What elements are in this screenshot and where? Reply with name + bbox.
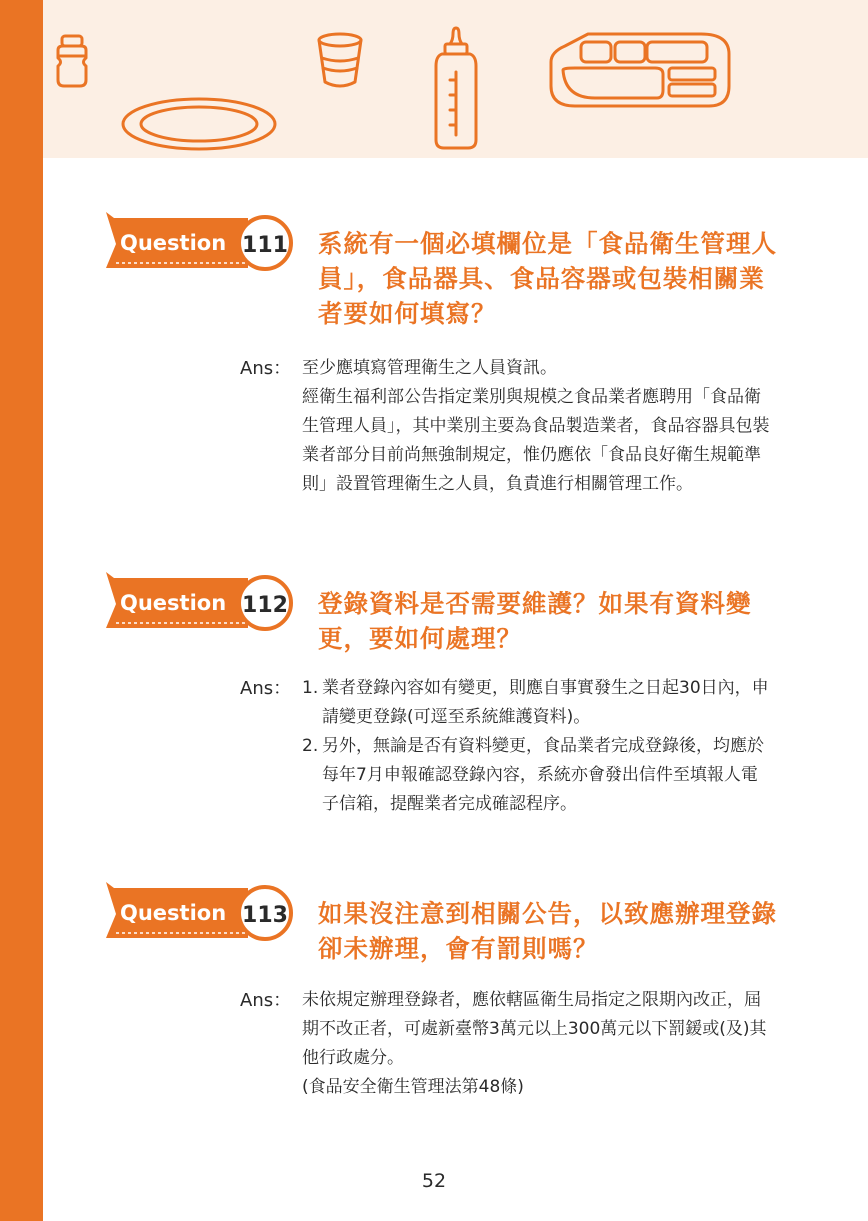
question-title: 如果沒注意到相關公告，以致應辦理登錄卻未辦理，會有罰則嗎？ (318, 899, 777, 963)
question-badge-label: Question (120, 591, 227, 615)
answer-body (302, 674, 772, 819)
ans-label: Ans： (240, 990, 292, 1011)
question-number: 113 (242, 903, 288, 928)
side-accent-bar (0, 0, 43, 1221)
answer-citation: (食品安全衛生管理法第48條) (302, 1077, 524, 1097)
yogurt-drink-bottle-icon (58, 36, 86, 86)
answer-body (302, 986, 772, 1102)
ans-label: Ans： (240, 358, 292, 379)
list-item-number: 2. (302, 736, 319, 756)
question-title: 登錄資料是否需要維護？如果有資料變更，要如何處理？ (318, 589, 752, 653)
question-title: 系統有一個必填欄位是「食品衛生管理人員」，食品器具、食品容器或包裝相關業者要如何填寫？ (318, 229, 777, 328)
answer-list (302, 674, 772, 819)
plate-icon (123, 99, 275, 149)
answer-body (302, 354, 772, 499)
question-badge-label: Question (120, 231, 227, 255)
question-badge-label: Question (120, 901, 227, 925)
question-badge (98, 874, 298, 954)
ans-label: Ans： (240, 678, 292, 699)
header-illustration-band (43, 0, 868, 158)
list-item-text: 另外，無論是否有資料變更，食品業者完成登錄後，均應於每年7月申報確認登錄內容，系統亦會發出信件至填報人電子信箱，提醒業者完成確認程序。 (322, 736, 764, 814)
answer-list-item (302, 732, 772, 819)
meal-tray-icon (551, 34, 729, 106)
baby-bottle-icon (436, 28, 476, 148)
question-badge (98, 204, 298, 284)
question-number: 111 (242, 233, 288, 258)
paper-cup-icon (319, 34, 361, 86)
question-number: 112 (242, 593, 288, 618)
answer-paragraph: 至少應填寫管理衛生之人員資訊。 (302, 358, 557, 378)
answer-paragraph: 未依規定辦理登錄者，應依轄區衛生局指定之限期內改正，屆期不改正者，可處新臺幣3萬元以上300萬元以下罰鍰或(及)其他行政處分。 (302, 990, 767, 1068)
page-number: 52 (421, 1170, 447, 1192)
answer-list-item (302, 674, 772, 732)
list-item-text: 業者登錄內容如有變更，則應自事實發生之日起30日內，申請變更登錄(可逕至系統維護資料)。 (322, 678, 769, 727)
list-item-number: 1. (302, 678, 319, 698)
answer-paragraph: 經衛生福利部公告指定業別與規模之食品業者應聘用「食品衛生管理人員」，其中業別主要為食品製造業者，食品容器具包裝業者部分目前尚無強制規定，惟仍應依「食品良好衛生規範準則」設置管理衛生之人員，負責進行相關管理工作。 (302, 387, 770, 494)
question-badge (98, 564, 298, 644)
